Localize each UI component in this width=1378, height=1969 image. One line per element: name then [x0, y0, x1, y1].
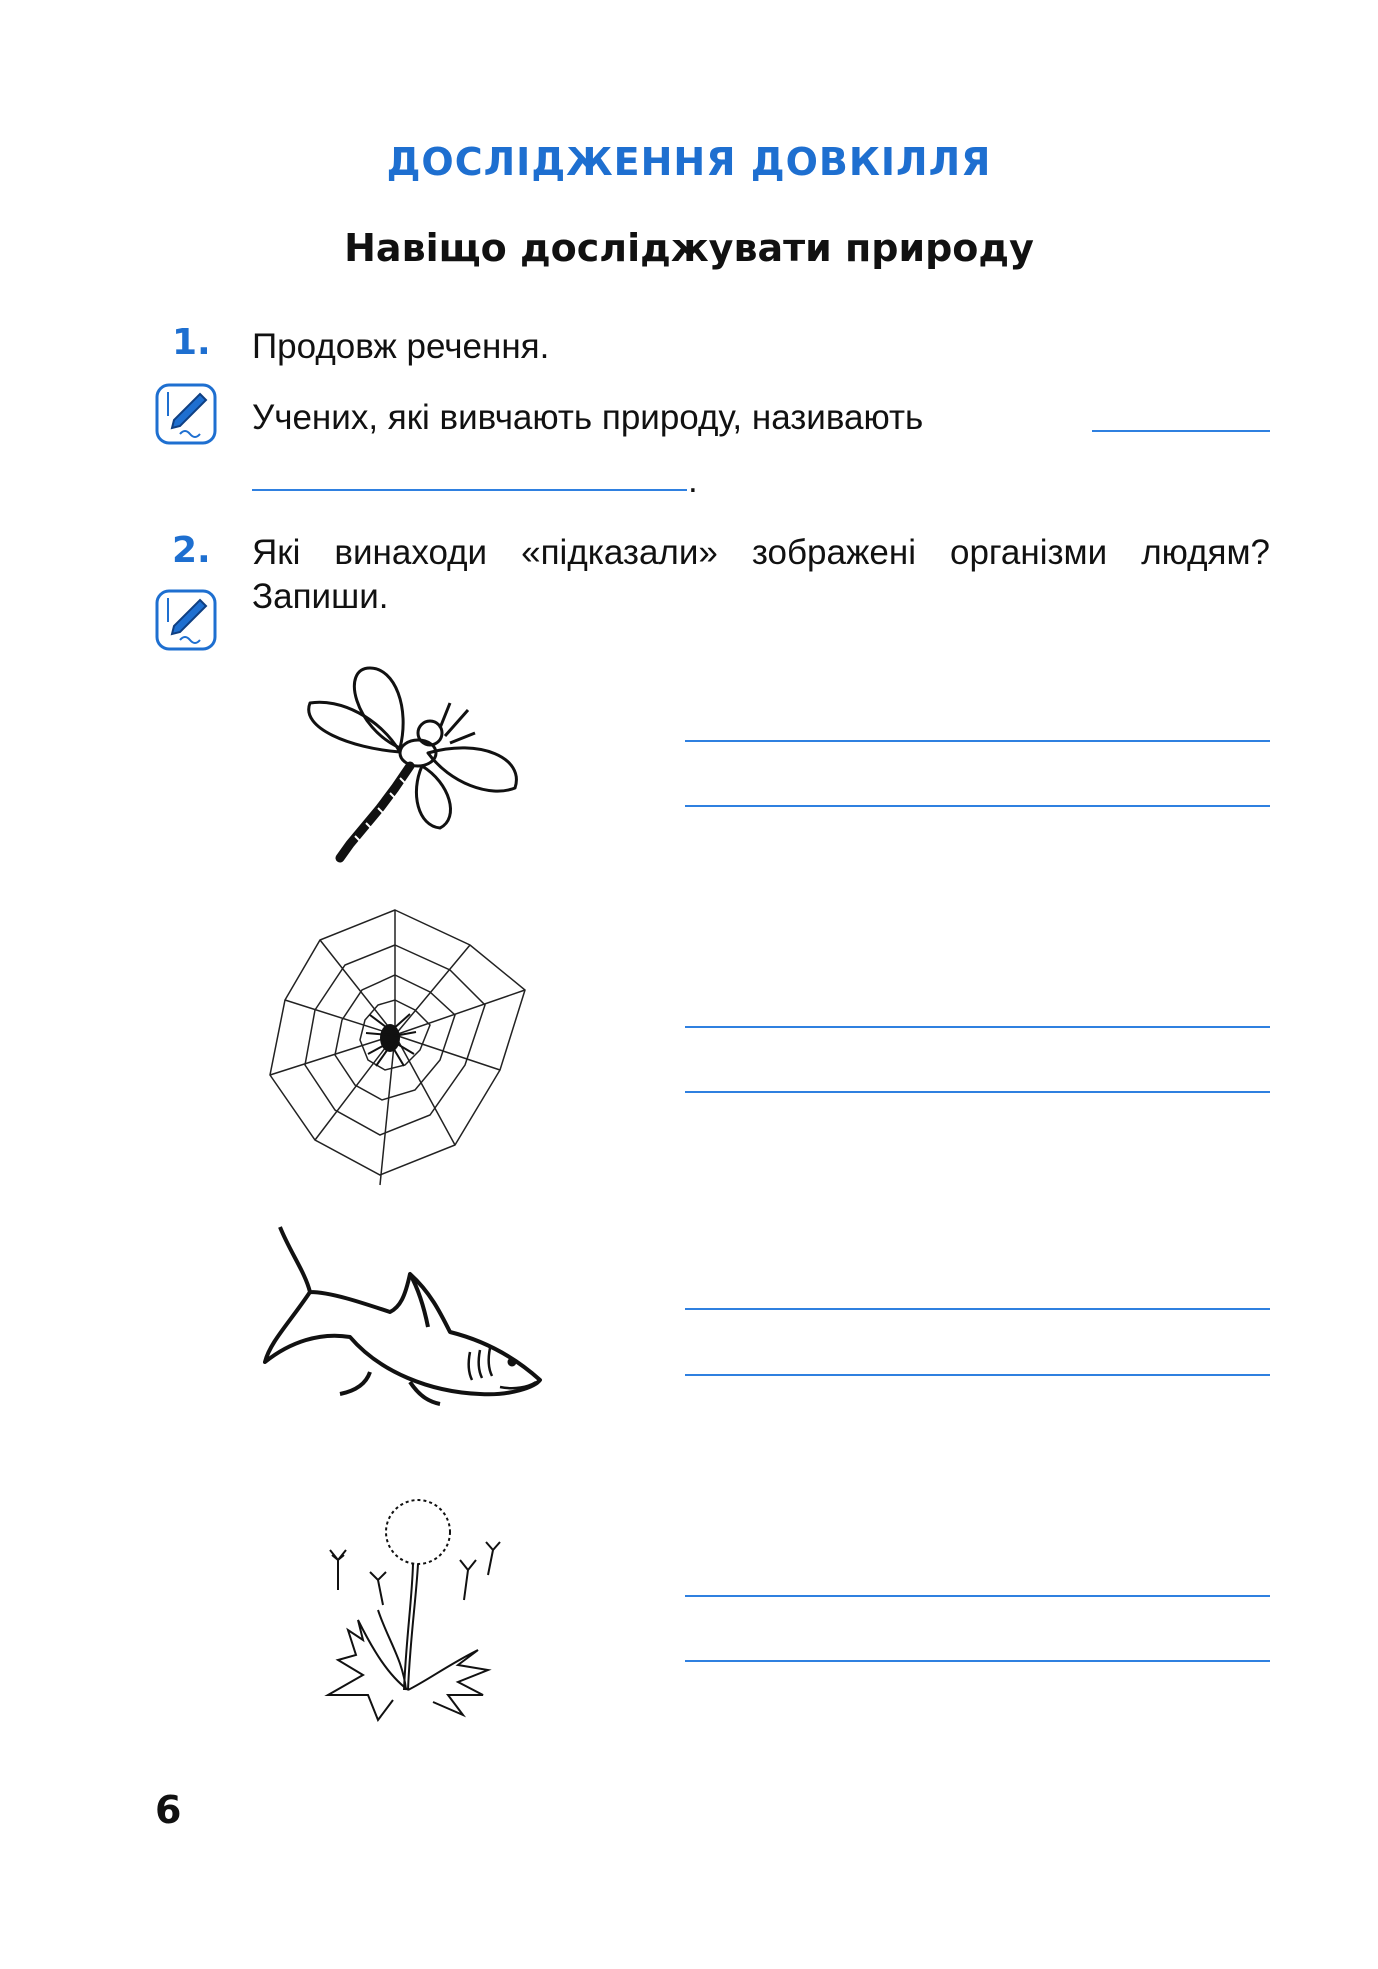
subject-title: ДОСЛІДЖЕННЯ ДОВКІЛЛЯ [386, 140, 992, 184]
spider-web-image [260, 900, 530, 1185]
task-1-sentence: Учених, які вивчають природу, називають [252, 398, 924, 437]
answer-line-task-1a[interactable] [1092, 430, 1270, 432]
answer-line-dandelion-2[interactable] [685, 1660, 1270, 1662]
pen-write-icon [154, 382, 218, 446]
task-2-number: 2. [172, 530, 211, 571]
answer-line-web-1[interactable] [685, 1026, 1270, 1028]
dragonfly-image [300, 648, 530, 868]
answer-line-dandelion-1[interactable] [685, 1595, 1270, 1597]
task-1-end-mark: . [688, 461, 698, 500]
answer-line-shark-1[interactable] [685, 1308, 1270, 1310]
answer-line-dragonfly-1[interactable] [685, 740, 1270, 742]
answer-line-shark-2[interactable] [685, 1374, 1270, 1376]
task-2-instruction: Які винаходи «підказали» зображені організми людям? Запиши. [252, 533, 1270, 616]
shark-image [260, 1222, 550, 1417]
dandelion-image [318, 1490, 513, 1735]
task-1-instruction: Продовж речення. [252, 327, 550, 366]
answer-line-web-2[interactable] [685, 1091, 1270, 1093]
page-number: 6 [155, 1788, 182, 1832]
lesson-title: Навіщо досліджувати природу [344, 226, 1034, 270]
answer-line-task-1b[interactable] [252, 489, 687, 491]
answer-line-dragonfly-2[interactable] [685, 805, 1270, 807]
pen-write-icon [154, 588, 218, 652]
task-1-number: 1. [172, 322, 211, 363]
